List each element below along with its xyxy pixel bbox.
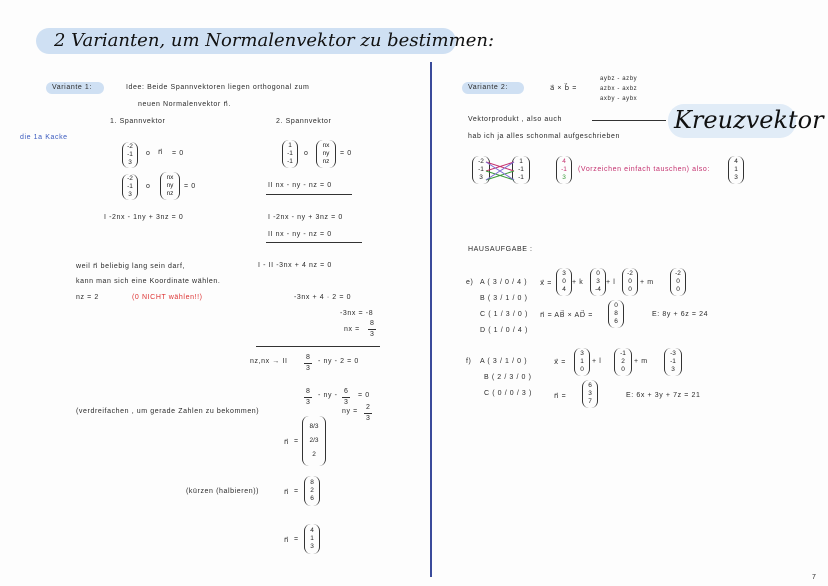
fraction-numerator: 6 xyxy=(344,388,349,395)
fraction-numerator: 2 xyxy=(366,404,371,411)
point-C: C ( 0 / 0 / 3 ) xyxy=(484,390,532,397)
elimination-row-1: I - II -3nx + 4 nz = 0 xyxy=(258,262,332,269)
dot-symbol: o xyxy=(304,150,309,157)
e-point-vector: 3 0 4 xyxy=(556,268,572,296)
page-number: 7 xyxy=(812,574,817,581)
elimination-row-3: -3nx = -8 xyxy=(340,310,374,317)
equals-sign: = xyxy=(294,438,299,445)
f-n-label: n⃗ = xyxy=(554,393,567,400)
dot-symbol: o xyxy=(146,183,151,190)
normal-vector-components: nx ny nz xyxy=(160,172,180,200)
e-plane-equation: E: 8y + 6z = 24 xyxy=(652,311,709,318)
task-e-label: e) xyxy=(466,279,474,286)
cross-result-vector: 4 -1 3 xyxy=(556,156,572,184)
cross-vector-b: 1 -1 -1 xyxy=(512,156,530,184)
cross-vector-a: -2 -1 3 xyxy=(472,156,490,184)
plus-l: + l xyxy=(606,279,616,286)
point-D: D ( 1 / 0 / 4 ) xyxy=(480,327,528,334)
variant-2-label: Variante 2: xyxy=(468,84,508,91)
cross-lines-icon xyxy=(484,158,518,184)
task-f-label: f) xyxy=(466,358,472,365)
fraction-denominator: 3 xyxy=(366,415,371,422)
plus-m: + m xyxy=(640,279,654,286)
f-normal-vector: 6 3 7 xyxy=(582,380,598,408)
point-A: A ( 3 / 1 / 0 ) xyxy=(480,358,528,365)
equation-II-top: II nx - ny - nz = 0 xyxy=(268,182,332,189)
idea-line-2: neuen Normalenvektor n⃗. xyxy=(138,101,231,108)
also-vector: 4 1 3 xyxy=(728,156,744,184)
f-point-vector: 3 1 0 xyxy=(574,348,590,376)
elimination-row-2: -3nx + 4 · 2 = 0 xyxy=(294,294,352,301)
cross-row-2: azbx - axbz xyxy=(600,86,638,92)
eq-zero: = 0 xyxy=(358,392,370,399)
cross-row-1: aybz - azby xyxy=(600,76,638,82)
e-normal-vector: 0 8 6 xyxy=(608,300,624,328)
f-x-label: x⃗ = xyxy=(554,359,566,366)
ny-label: ny = xyxy=(342,408,358,415)
normal-vector-components: nx ny nz xyxy=(316,140,336,168)
n-vector-label: n⃗ xyxy=(284,489,290,496)
cross-row-3: axby - aybx xyxy=(600,96,638,102)
hab-ich-line: hab ich ja alles schonmal aufgeschrieben xyxy=(468,133,621,140)
normal-vector-integer: 8 2 6 xyxy=(304,476,320,506)
fraction-denominator: 3 xyxy=(306,365,311,372)
normal-vector-fraction: 8/3 2/3 2 xyxy=(302,416,326,466)
eq-zero: = 0 xyxy=(172,150,184,157)
equals-sign: = xyxy=(294,488,299,495)
page-title: 2 Varianten, um Normalenvektor zu bestimmen: xyxy=(54,30,495,51)
n-vector-label: n⃗ xyxy=(284,439,290,446)
equation-I-right: I -2nx - ny + 3nz = 0 xyxy=(268,214,343,221)
substitution-row-1: - ny - 2 = 0 xyxy=(318,358,359,365)
col1-heading: 1. Spannvektor xyxy=(110,118,166,125)
f-direction-u: -1 2 0 xyxy=(614,348,632,376)
substitution-row-2: - ny - xyxy=(318,392,338,399)
plus-l: + l xyxy=(592,358,602,365)
cross-product-lhs: a⃗ × b⃗ = xyxy=(550,85,577,92)
kreuzvektor-heading: Kreuzvektor xyxy=(674,106,824,134)
idea-line-1: Idee: Beide Spannvektoren liegen orthogonal zum xyxy=(126,84,310,91)
e-n-label: n⃗ = AB⃗ × AD⃗ = xyxy=(540,312,593,319)
nx-label: nx = xyxy=(344,326,360,333)
fraction-numerator: 8 xyxy=(306,388,311,395)
e-x-label: x⃗ = xyxy=(540,280,552,287)
point-C: C ( 1 / 3 / 0 ) xyxy=(480,311,528,318)
equation-I-left: I -2nx - 1ny + 3nz = 0 xyxy=(104,214,184,221)
nx-denominator: 3 xyxy=(370,331,375,338)
substitution-label: nz,nx → II xyxy=(250,358,288,365)
f-plane-equation: E: 6x + 3y + 7z = 21 xyxy=(626,392,701,399)
nx-numerator: 8 xyxy=(370,320,375,327)
e-direction-w: -2 0 0 xyxy=(670,268,686,296)
vektorprodukt-line: Vektorprodukt , also auch xyxy=(468,116,562,123)
verdreifachen-note: (verdreifachen , um gerade Zahlen zu bekommen) xyxy=(76,408,260,415)
vector-v2: -2 -1 3 xyxy=(122,174,138,200)
point-B: B ( 3 / 1 / 0 ) xyxy=(480,295,528,302)
plus-k: + k xyxy=(572,279,584,286)
vorzeichen-note: (Vorzeichen einfach tauschen) also: xyxy=(578,166,710,173)
equation-II-right: II nx - ny - nz = 0 xyxy=(268,231,332,238)
column-divider xyxy=(430,62,432,577)
point-B: B ( 2 / 3 / 0 ) xyxy=(484,374,532,381)
kuerzen-note: (kürzen (halbieren)) xyxy=(186,488,260,495)
equals-sign: = xyxy=(294,536,299,543)
e-direction-u: 0 3 -4 xyxy=(590,268,606,296)
plus-m: + m xyxy=(634,358,648,365)
point-A: A ( 3 / 0 / 4 ) xyxy=(480,279,528,286)
variant-1-label: Variante 1: xyxy=(52,84,92,91)
n-vector-label: n⃗ xyxy=(284,537,290,544)
weil-line-1: weil n⃗ beliebig lang sein darf, xyxy=(76,263,186,270)
dot-symbol: o xyxy=(146,150,151,157)
vector-v3: 1 -1 -1 xyxy=(282,140,298,168)
col2-heading: 2. Spannvektor xyxy=(276,118,332,125)
nicht-note: (0 NICHT wählen!!) xyxy=(132,294,203,301)
eq-zero: = 0 xyxy=(184,183,196,190)
f-direction-v: -3 -1 3 xyxy=(664,348,682,376)
weil-line-2: kann man sich eine Koordinate wählen. xyxy=(76,278,221,285)
e-direction-v: -2 0 0 xyxy=(622,268,638,296)
fraction-numerator: 8 xyxy=(306,354,311,361)
n-vector-label: n⃗ xyxy=(158,149,164,156)
nz-choice: nz = 2 xyxy=(76,294,99,301)
side-note: die 1a Kacke xyxy=(20,134,68,141)
fraction-denominator: 3 xyxy=(344,399,349,406)
hausaufgabe-heading: HAUSAUFGABE : xyxy=(468,246,533,253)
vector-v1: -2 -1 3 xyxy=(122,142,138,168)
normal-vector-final: 4 1 3 xyxy=(304,524,320,554)
fraction-denominator: 3 xyxy=(306,399,311,406)
eq-zero: = 0 xyxy=(340,150,352,157)
